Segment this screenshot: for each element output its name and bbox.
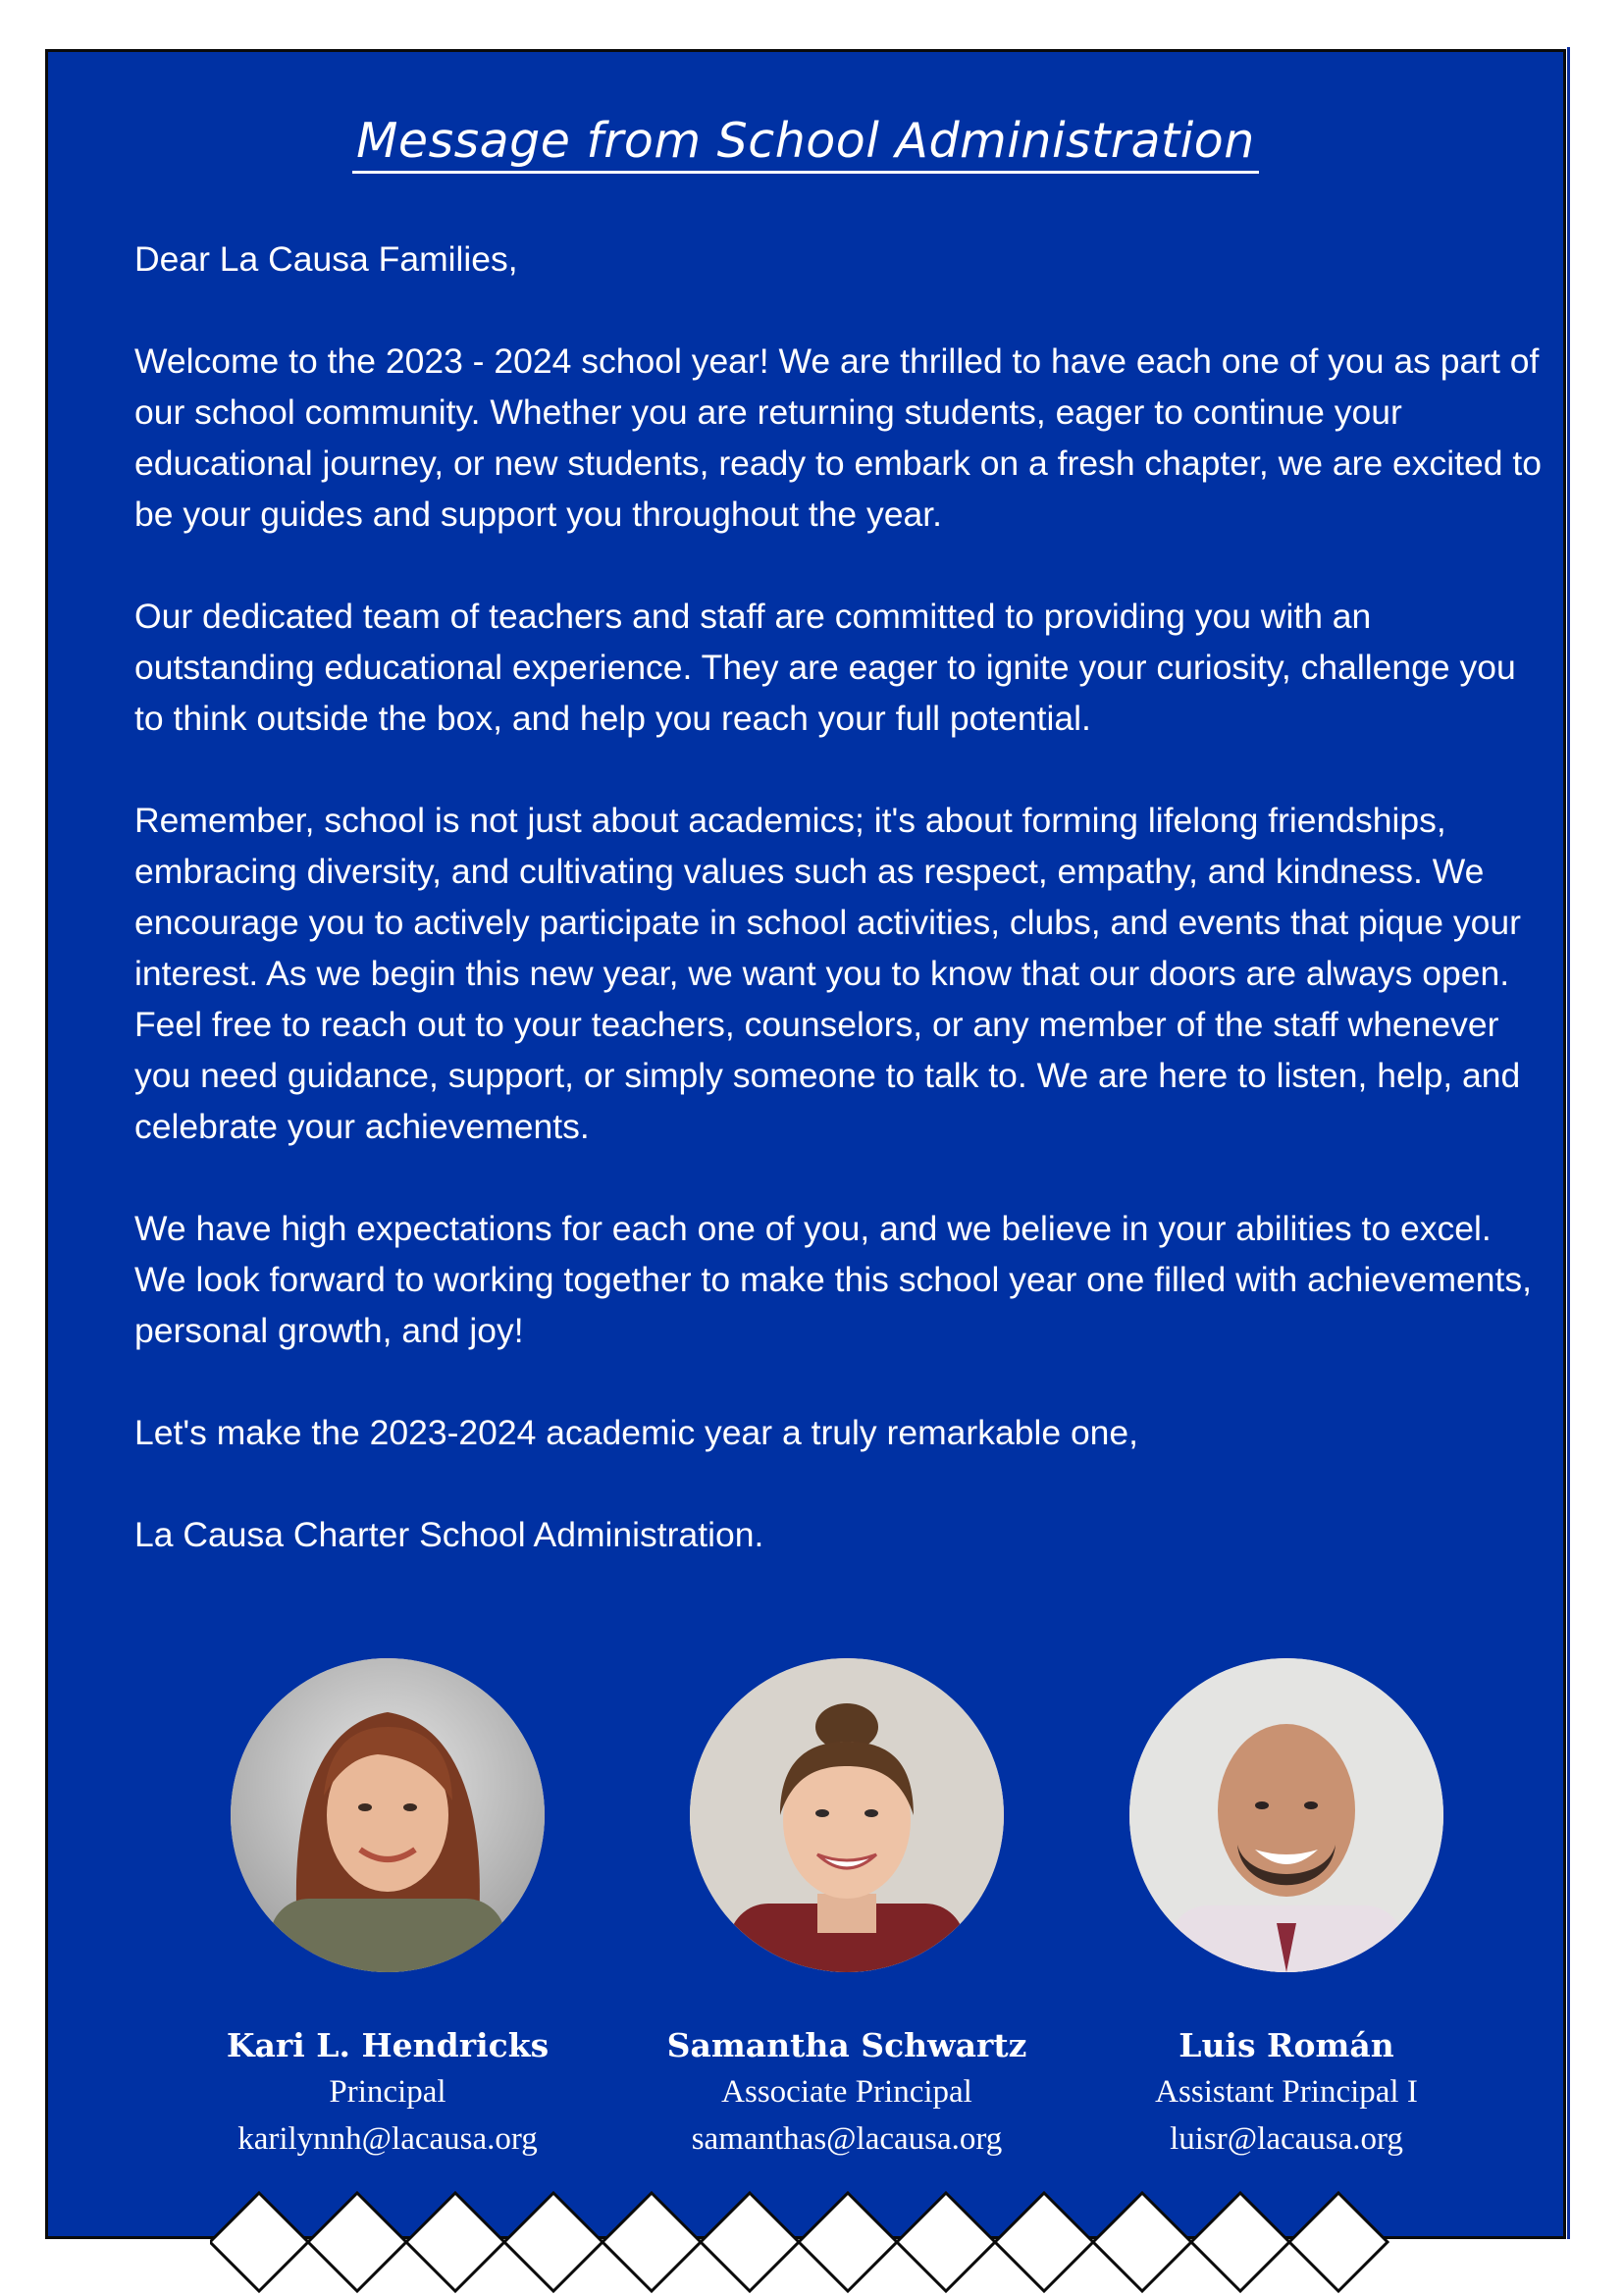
staff-photo-principal (231, 1658, 545, 1972)
letter-paragraph-3: Remember, school is not just about academics; it's about forming lifelong friendships, embracing diversity, and cultivating values such as respect, empathy, and kindness. We encourage you to actively participate in school activities, clubs, and events that pique your interest. As we begin this new year, we want you to know that our doors are always open. Feel free to reach out to your teachers, counselors, or any member of the staff whenever you need guidance, support, or simply someone to talk to. We are here to listen, help, and celebrate your achievements. (134, 801, 1521, 1146)
staff-card-associate-principal (641, 1658, 1053, 2163)
staff-name: Luis Román (1179, 2026, 1394, 2064)
staff-name: Kari L. Hendricks (226, 2026, 550, 2064)
letter-paragraph-2: Our dedicated team of teachers and staff are committed to providing you with an outstanding educational experience. They are eager to ignite your curiosity, challenge you to think outside the box, and help you reach your full potential. (134, 597, 1516, 738)
staff-email[interactable]: luisr@lacausa.org (1170, 2121, 1403, 2157)
page-edge-line (1567, 47, 1570, 2239)
letter-body (134, 234, 1547, 1611)
staff-role: Associate Principal (721, 2074, 972, 2110)
staff-name: Samantha Schwartz (666, 2026, 1027, 2064)
staff-photo-associate-principal (690, 1658, 1004, 1972)
letter-signature: La Causa Charter School Administration. (134, 1515, 764, 1554)
diamond-border-decoration (210, 2191, 1417, 2296)
staff-email[interactable]: karilynnh@lacausa.org (237, 2121, 538, 2157)
letter-paragraph-1: Welcome to the 2023 - 2024 school year! We are thrilled to have each one of you as part of our school community. Whether you are returning students, eager to continue your educational journey, or new students, ready to embark on a fresh chapter, we are excited to be your guides and support you throughout the year. (134, 341, 1542, 534)
page-title (48, 113, 1563, 169)
message-panel (45, 49, 1566, 2239)
letter-greeting: Dear La Causa Families, (134, 239, 518, 279)
letter-closing: Let's make the 2023-2024 academic year a truly remarkable one, (134, 1413, 1139, 1452)
letter-paragraph-4: We have high expectations for each one of you, and we believe in your abilities to excel. We look forward to working together to make this school year one filled with achievements, personal growth, and joy! (134, 1209, 1532, 1350)
page-title-text: Message from School Administration (352, 113, 1259, 174)
staff-email[interactable]: samanthas@lacausa.org (691, 2121, 1003, 2157)
staff-photo-assistant-principal (1129, 1658, 1443, 1972)
staff-role: Principal (329, 2074, 446, 2110)
staff-card-principal (182, 1658, 594, 2163)
staff-card-assistant-principal (1080, 1658, 1493, 2163)
staff-role: Assistant Principal I (1155, 2074, 1418, 2110)
